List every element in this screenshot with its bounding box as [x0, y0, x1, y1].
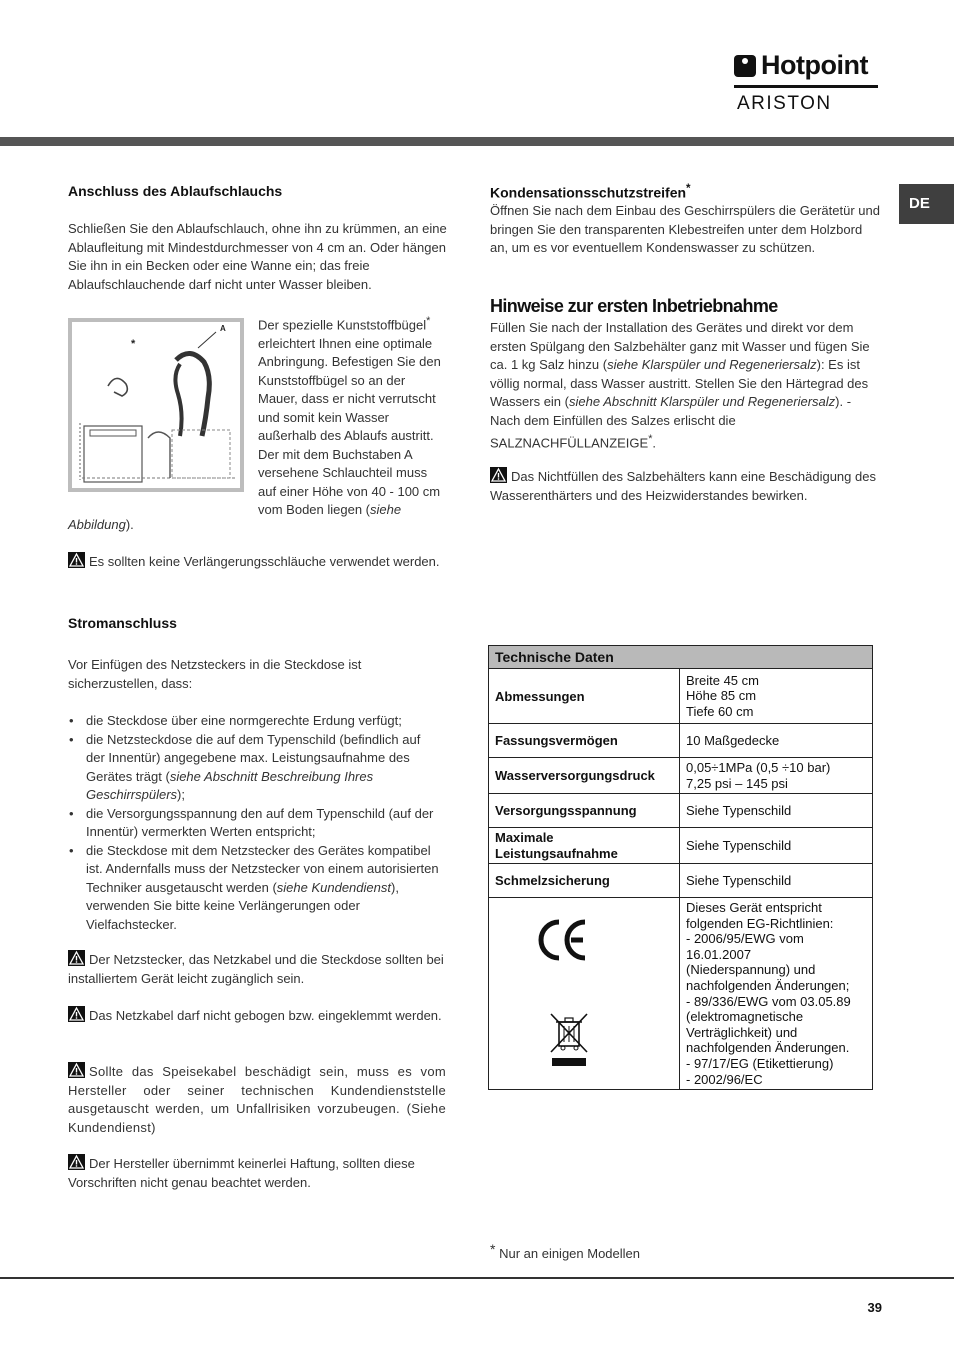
drain-hose-illustration [68, 318, 244, 492]
first-use-star: * [648, 433, 653, 445]
directive-line: - 2006/95/EWG vom [686, 931, 804, 947]
directive-line: (elektromagnetische [686, 1009, 804, 1025]
footnote-star: * [490, 1241, 496, 1257]
drain-hose-title: Anschluss des Ablaufschlauchs [68, 183, 283, 199]
table-row [489, 669, 873, 724]
row-label: Versorgungsspannung [489, 794, 680, 828]
weee-bin-icon [548, 1012, 590, 1070]
list-item [68, 731, 442, 805]
warning-liability [68, 1154, 448, 1192]
directive-line: - 89/336/EWG vom 03.05.89 [686, 993, 851, 1009]
drain-hose-figure [68, 318, 244, 492]
warning-cable-damage [68, 1062, 446, 1137]
warning-icon [490, 467, 507, 483]
power-intro: Vor Einfügen des Netzsteckers in die Steckdose ist sicherzustellen, dass: [68, 657, 362, 691]
warning-cable-bend [68, 1006, 448, 1026]
first-use-end: . [652, 435, 657, 451]
dimension-depth: Tiefe 60 cm [686, 703, 754, 719]
bracket-text-star: * [426, 315, 431, 327]
row-value [680, 669, 873, 724]
row-label-line: Maximale [495, 830, 554, 845]
first-use-b: ): Es ist völlig normal, dass Wasser austritt. Stellen Sie den Härtegrad des Wassers ein ( [490, 357, 869, 409]
row-value [680, 758, 873, 794]
bracket-text-ref1: siehe [370, 502, 402, 518]
warning-salt-text: Das Nichtfüllen des Salzbehälters kann eine Beschädigung des Wasserenthärters und des Heizwiderstandes bewirken. [490, 469, 876, 503]
logo-rule [734, 85, 878, 88]
bracket-text [258, 312, 448, 520]
dimension-height: Höhe 85 cm [686, 688, 757, 704]
warning-icon [68, 950, 85, 966]
warning-extension [68, 552, 448, 572]
condensation-title-text: Kondensationsschutzstreifen [490, 184, 687, 201]
first-use-text [490, 319, 882, 453]
language-tab [899, 184, 954, 224]
pressure-mpa: 0,05÷1MPa (0,5 ÷10 bar) [686, 760, 831, 775]
bracket-text-end: ). [125, 517, 134, 532]
page-number: 39 [867, 1300, 882, 1315]
condensation-text: Öffnen Sie nach dem Einbau des Geschirrspülers die Gerätetür und bringen Sie den transparenten Klebestreifen unter dem Holzbord an, um es vor eventuellem Kondenswasser zu schützen. [490, 203, 880, 255]
bracket-text-body: erleichtert Ihnen eine optimale Anbringung. Befestigen Sie den Kunststoffbügel so an der Mauer, dass er nicht verrutscht und somit kein Wasser außerhalb des Ablaufs austritt. Der mit dem Buchstaben A versehene Schlauchteil muss auf einer Höhe von 40 - 100 cm vom Boden liegen ( [258, 335, 441, 518]
table-row [489, 898, 873, 1090]
row-label: Schmelzsicherung [489, 864, 680, 898]
directive-line: Dieses Gerät entspricht [686, 900, 822, 915]
directive-text [680, 898, 873, 1090]
table-title: Technische Daten [489, 646, 873, 669]
warning-salt [490, 467, 882, 505]
row-label: Fassungsvermögen [489, 724, 680, 758]
condensation-title [490, 182, 880, 201]
table-row [489, 864, 873, 898]
row-label: Wasserversorgungsdruck [489, 758, 680, 794]
row-value: 10 Maßgedecke [680, 724, 873, 758]
condensation-star: * [686, 182, 691, 195]
certification-marks [489, 898, 680, 1090]
directive-line: - 97/17/EG (Etikettierung) [686, 1055, 834, 1071]
pressure-psi: 7,25 psi – 145 psi [686, 775, 788, 791]
bracket-text-ref2: Abbildung [68, 517, 126, 532]
warning-plug-access-text: Der Netzstecker, das Netzkabel und die Steckdose sollten bei installiertem Gerät leicht zugänglich sein. [68, 952, 444, 986]
list-item [68, 805, 442, 842]
directive-line: nachfolgenden Änderungen. [686, 1040, 850, 1056]
brand-logo [734, 52, 880, 116]
list-item [68, 712, 442, 731]
table-row [489, 828, 873, 864]
first-use-ref1: siehe Klarspüler und Regeneriersalz [607, 357, 817, 372]
footer-rule [0, 1277, 954, 1279]
drain-hose-text: Schließen Sie den Ablaufschlauch, ohne ihn zu krümmen, an eine Ablaufleitung mit Mindestdurchmesser von 4 cm an. Oder hängen Sie ihn in ein Becken oder eine Wanne ein; das freie Ablaufschlauchende darf nicht unter Wasser bleiben. [68, 221, 447, 292]
warning-plug-access [68, 950, 448, 988]
directive-line: folgenden EG-Richtlinien: [686, 915, 834, 931]
language-tab-label: DE [909, 195, 930, 212]
row-value: Siehe Typenschild [680, 828, 873, 864]
table-header-row [489, 646, 873, 669]
row-label [489, 828, 680, 864]
warning-cable-damage-text: Sollte das Speisekabel beschädigt sein, muss es vom Hersteller oder seiner technischen Kundendienststelle ausgetauscht werden, um Unfallrisiken vorzubeugen. (Siehe Kundendienst) [68, 1064, 446, 1135]
warning-icon [68, 1062, 85, 1078]
warning-cable-bend-text: Das Netzkabel darf nicht gebogen bzw. eingeklemmt werden. [89, 1008, 442, 1023]
footnote [490, 1241, 870, 1264]
technical-data-table [488, 645, 873, 1090]
brand-top: Hotpoint [761, 50, 868, 80]
first-use-a: Füllen Sie nach der Installation des Gerätes und direkt vor dem ersten Spülgang den Salzbehälter ganz mit Wasser und fügen Sie ca. 1 kg Salz hinzu ( [490, 320, 870, 372]
row-label-line: Leistungsaufnahme [495, 845, 618, 861]
first-use-ref2: siehe Abschnitt Klarspüler und Regeneriersalz [568, 394, 836, 409]
bullet-2b: ); [177, 787, 185, 802]
bullet-1: die Steckdose über eine normgerechte Erdung verfügt; [86, 713, 402, 728]
warning-liability-text: Der Hersteller übernimmt keinerlei Haftung, sollten diese Vorschriften nicht genau beachtet werden. [68, 1156, 415, 1190]
row-value: Siehe Typenschild [680, 864, 873, 898]
row-label: Abmessungen [489, 669, 680, 724]
figure-star: * [131, 338, 136, 350]
figure-letter: A [220, 324, 226, 333]
hotpoint-mark-icon [734, 55, 756, 77]
header-rule [0, 137, 954, 146]
warning-extension-text: Es sollten keine Verlängerungsschläuche verwendet werden. [89, 554, 440, 569]
first-use-title: Hinweise zur ersten Inbetriebnahme [490, 296, 778, 316]
directive-line: - 2002/96/EC [686, 1071, 763, 1087]
bracket-text-lead: Der spezielle Kunststoffbügel [258, 317, 427, 333]
bullet-4b: ), verwenden Sie bitte keine Verlängerungen oder Vielfachstecker. [86, 879, 399, 932]
list-item [68, 842, 442, 935]
power-checklist [68, 712, 442, 934]
bullet-3: die Versorgungsspannung den auf dem Typenschild (auf der Innentür) vermerkten Werten entspricht; [86, 805, 434, 839]
bullet-2-ref: siehe Abschnitt Beschreibung Ihres Geschirrspülers [86, 768, 374, 802]
warning-icon [68, 1154, 85, 1170]
table-row [489, 724, 873, 758]
table-row [489, 794, 873, 828]
directive-line: Verträglichkeit) und [686, 1024, 798, 1040]
power-section-title: Stromanschluss [68, 615, 177, 631]
ce-mark-icon [535, 918, 595, 962]
brand-bottom: ARISTON [737, 93, 832, 114]
bullet-4-ref: siehe Kundendienst [276, 879, 391, 895]
bracket-text-continued [68, 516, 448, 535]
table-row [489, 758, 873, 794]
bullet-2a: die Netzsteckdose die auf dem Typenschild (befindlich auf der Innentür) angegebene max. Leistungsaufnahme des Gerätes trägt ( [86, 731, 421, 784]
footnote-text: Nur an einigen Modellen [499, 1246, 641, 1261]
row-value: Siehe Typenschild [680, 794, 873, 828]
directive-line: (Niederspannung) und [686, 962, 816, 978]
warning-icon [68, 1006, 85, 1022]
directive-line: nachfolgenden Änderungen; [686, 977, 850, 993]
dimension-width: Breite 45 cm [686, 672, 759, 688]
first-use-c: ). - Nach dem Einfüllen des Salzes erlischt die SALZNACHFÜLLANZEIGE [490, 394, 852, 451]
directive-line: 16.01.2007 [686, 946, 752, 962]
warning-icon [68, 552, 85, 568]
bullet-4a: die Steckdose mit dem Netzstecker des Gerätes kompatibel ist. Andernfalls muss der Netzstecker von einem autorisierten Techniker ausgetauscht werden ( [86, 842, 439, 895]
